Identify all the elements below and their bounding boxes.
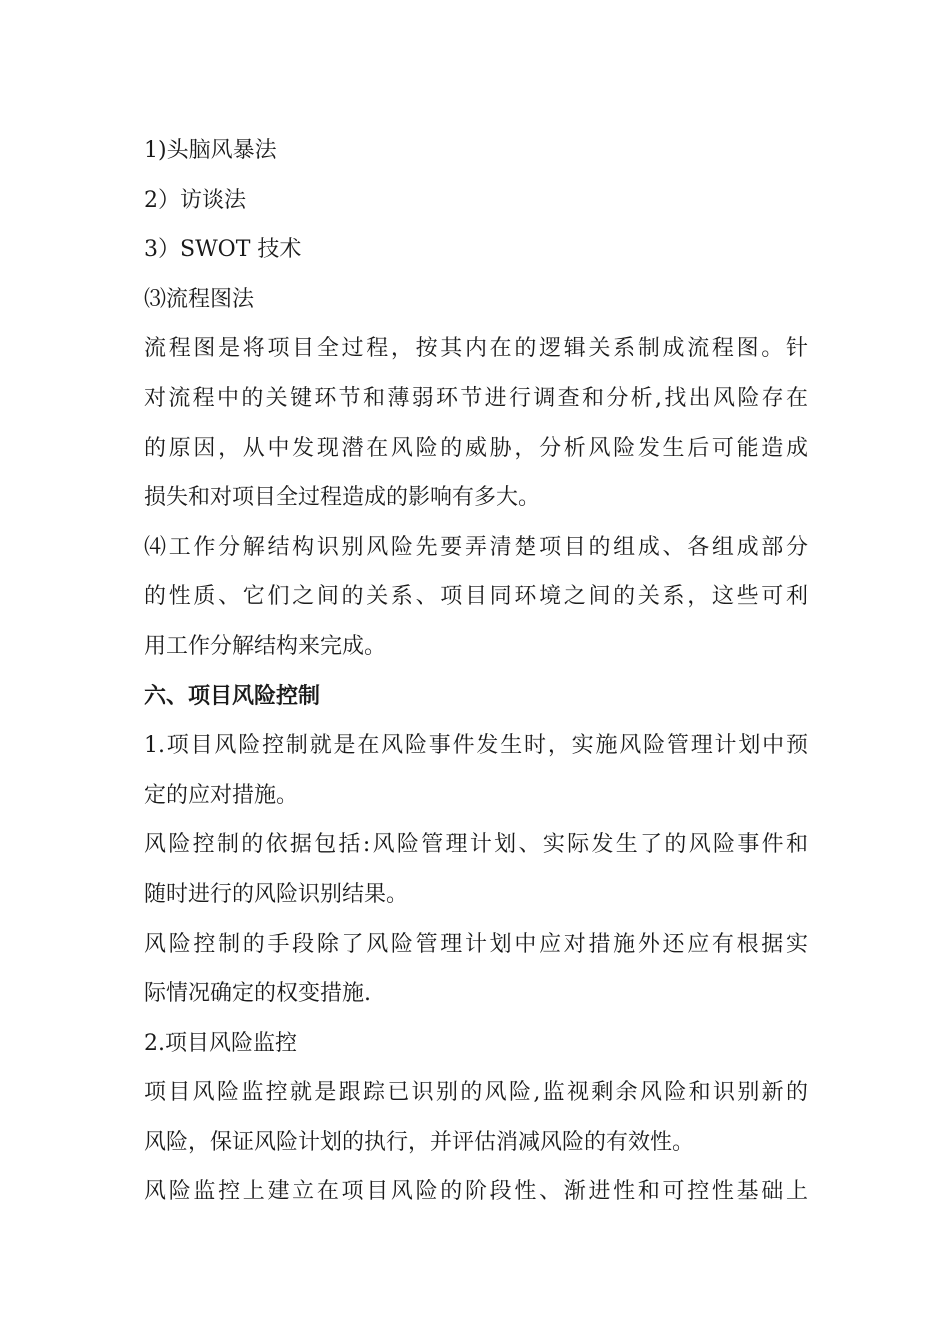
paragraph-line: 风险控制的依据包括:风险管理计划、实际发生了的风险事件和 [144, 832, 808, 858]
list-item-swot: 3）SWOT 技术 [144, 237, 302, 263]
paragraph-line: 的性质、它们之间的关系、项目同环境之间的关系，这些可利 [144, 584, 808, 610]
paragraph-line: 用工作分解结构来完成。 [144, 633, 387, 659]
paragraph-line: 项目风险监控就是跟踪已识别的风险,监视剩余风险和识别新的 [144, 1080, 808, 1106]
paragraph-line: 定的应对措施。 [144, 782, 299, 808]
subsection-title: 2.项目风险监控 [144, 1030, 297, 1056]
paragraph-line: 对流程中的关键环节和薄弱环节进行调查和分析,找出风险存在 [144, 385, 808, 411]
list-item-flowchart: ⑶流程图法 [144, 286, 255, 312]
document-body [144, 126, 808, 1217]
paragraph-line: 风险，保证风险计划的执行，并评估消减风险的有效性。 [144, 1129, 695, 1155]
paragraph-line: 流程图是将项目全过程，按其内在的逻辑关系制成流程图。针 [144, 336, 808, 362]
paragraph-line: 际情况确定的权变措施. [144, 981, 371, 1007]
paragraph-line: ⑷工作分解结构识别风险先要弄清楚项目的组成、各组成部分 [144, 534, 808, 560]
paragraph-line: 的原因，从中发现潜在风险的威胁，分析风险发生后可能造成 [144, 435, 808, 461]
list-item-interview: 2）访谈法 [144, 187, 246, 213]
paragraph-line: 1.项目风险控制就是在风险事件发生时，实施风险管理计划中预 [144, 733, 808, 759]
paragraph-line: 风险控制的手段除了风险管理计划中应对措施外还应有根据实 [144, 931, 808, 957]
list-item-brainstorming: 1)头脑风暴法 [144, 138, 277, 163]
paragraph-line: 损失和对项目全过程造成的影响有多大。 [144, 485, 541, 511]
paragraph-line: 风险监控上建立在项目风险的阶段性、渐进性和可控性基础上 [144, 1179, 808, 1205]
paragraph-line: 随时进行的风险识别结果。 [144, 881, 409, 907]
section-heading: 六、项目风险控制 [144, 683, 321, 709]
